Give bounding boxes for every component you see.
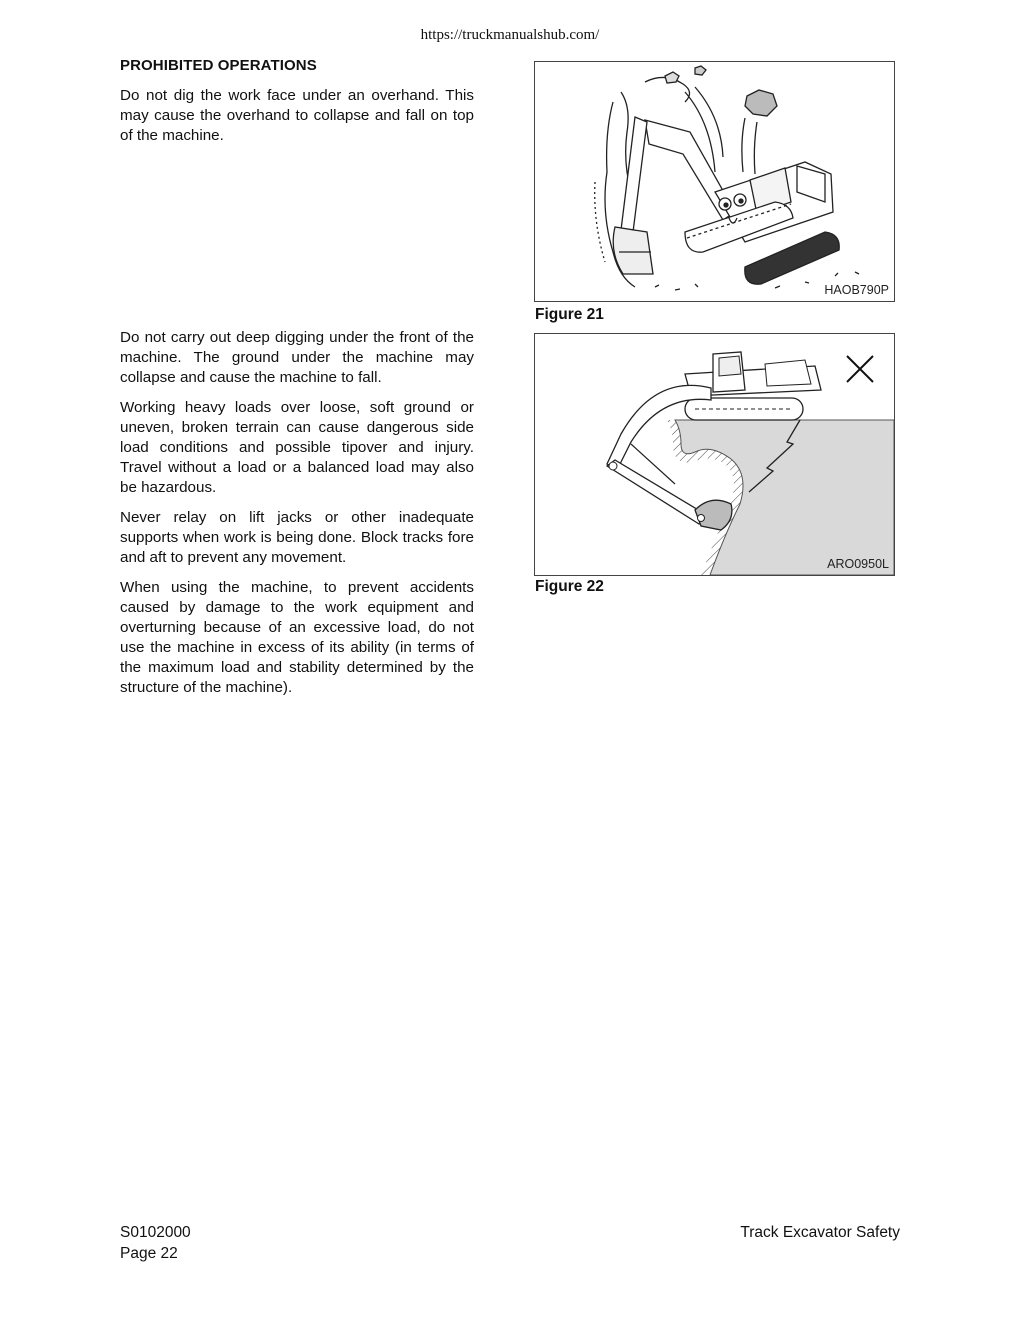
figure-21-code: HAOB790P bbox=[824, 283, 889, 297]
footer-left bbox=[120, 1222, 191, 1264]
paragraph-overhand: Do not dig the work face under an overhand. This may cause the overhand to collapse and fall on top of the machine. bbox=[120, 87, 474, 144]
figure-21-illustration bbox=[534, 61, 895, 302]
footer-right bbox=[740, 1222, 900, 1243]
figure-21-caption: Figure 21 bbox=[535, 306, 604, 323]
manual-title: Track Excavator Safety bbox=[740, 1224, 900, 1241]
document-code: S0102000 bbox=[120, 1224, 191, 1241]
page-number: Page 22 bbox=[120, 1245, 178, 1262]
paragraph-deep-digging: Do not carry out deep digging under the front of the machine. The ground under the machine may collapse and cause the machine to fall. bbox=[120, 329, 474, 386]
paragraph-excess-load: When using the machine, to prevent accidents caused by damage to the work equipment and overturning because of an excessive load, do not use the machine in excess of its ability (in terms of the maximum load and stability determined by the structure of the machine). bbox=[120, 579, 474, 696]
excavator-undercut-drawing bbox=[535, 334, 894, 575]
paragraph-heavy-loads: Working heavy loads over loose, soft ground or uneven, broken terrain can cause dangerous side load conditions and possible tipover and injury. Travel without a load or a balanced load may also be hazardous. bbox=[120, 399, 474, 496]
figure-22-code: ARO0950L bbox=[827, 557, 889, 571]
section-heading: PROHIBITED OPERATIONS bbox=[120, 57, 317, 74]
source-url[interactable]: https://truckmanualshub.com/ bbox=[420, 27, 600, 43]
excavator-overhang-drawing bbox=[535, 62, 894, 301]
figure-22-caption: Figure 22 bbox=[535, 578, 604, 595]
figure-22-illustration bbox=[534, 333, 895, 576]
paragraph-lift-jacks: Never relay on lift jacks or other inadequate supports when work is being done. Block tracks fore and aft to prevent any movement. bbox=[120, 509, 474, 566]
